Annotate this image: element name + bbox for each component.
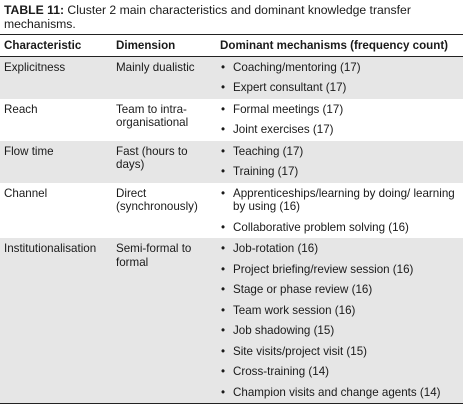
mechanism-list-item [220, 145, 463, 159]
bullet-icon: • [221, 262, 226, 276]
caption-label: TABLE 11: [4, 3, 65, 17]
cell-dimension: Fast (hours to days) [112, 141, 216, 183]
bullet-icon: • [221, 324, 226, 337]
cell-characteristic: Explicitness [0, 56, 112, 99]
bullet-icon: • [221, 144, 226, 158]
mechanism-list-item [220, 242, 463, 256]
table-row [0, 99, 463, 141]
mechanism-list-item [220, 386, 463, 400]
mechanism-text: Stage or phase review (16) [233, 283, 373, 296]
cell-dimension: Mainly dualistic [112, 56, 216, 99]
table-caption [4, 3, 459, 31]
mechanism-list-item [220, 263, 463, 277]
mechanism-text: Training (17) [233, 165, 299, 178]
bullet-icon: • [221, 365, 226, 378]
mechanism-list-item [220, 165, 463, 179]
header-mechanisms: Dominant mechanisms (frequency count) [216, 35, 463, 57]
mechanism-text: Coaching/mentoring (17) [233, 60, 361, 74]
mechanism-text: Team work session (16) [233, 303, 356, 317]
cell-dimension: Team to intra-organisational [116, 102, 189, 129]
cell-mechanisms [216, 238, 463, 404]
mechanism-list-item [220, 304, 463, 318]
bullet-icon: • [221, 344, 226, 358]
mechanism-list-item [220, 81, 463, 95]
mechanism-list [220, 187, 463, 235]
mechanism-text: Cross-training (14) [233, 365, 329, 378]
bullet-icon: • [221, 165, 226, 178]
mechanism-list-item [220, 324, 463, 338]
bullet-icon: • [221, 385, 226, 399]
cell-dimension: Direct (synchronously) [116, 186, 198, 213]
mechanism-text: Champion visits and change agents (14) [233, 385, 441, 399]
characteristics-table [0, 34, 463, 404]
mechanism-list [220, 145, 463, 179]
mechanism-text: Expert consultant (17) [233, 81, 347, 94]
cell-mechanisms [216, 141, 463, 183]
bullet-icon: • [221, 186, 226, 200]
cell-dimension: Semi-formal to formal [112, 238, 216, 404]
mechanism-text: Collaborative problem solving (16) [233, 220, 409, 234]
mechanism-list-item [220, 365, 463, 379]
table-row [0, 183, 463, 239]
caption-text: Cluster 2 main characteristics and dominant knowledge transfer mechanisms. [4, 3, 411, 31]
mechanism-text: Joint exercises (17) [233, 123, 334, 136]
cell-mechanisms [216, 183, 463, 239]
bullet-icon: • [221, 81, 226, 94]
mechanism-list [220, 61, 463, 95]
mechanism-list [220, 242, 463, 399]
cell-characteristic: Channel [4, 186, 48, 200]
cell-mechanisms [216, 56, 463, 99]
mechanism-list-item [220, 187, 463, 214]
mechanism-text: Formal meetings (17) [233, 102, 344, 116]
cell-characteristic: Flow time [0, 141, 112, 183]
cell-characteristic: Institutionalisation [0, 238, 112, 404]
mechanism-list-item [220, 103, 463, 117]
cell-characteristic: Reach [4, 102, 38, 116]
mechanism-text: Job shadowing (15) [233, 324, 335, 337]
bullet-icon: • [221, 242, 226, 255]
cell-mechanisms [216, 99, 463, 141]
header-dimension: Dimension [112, 35, 216, 57]
mechanism-list-item [220, 283, 463, 297]
bullet-icon: • [221, 303, 226, 317]
table-header-row [0, 35, 463, 57]
bullet-icon: • [221, 220, 226, 234]
mechanism-list-item [220, 61, 463, 75]
header-characteristic: Characteristic [0, 35, 112, 57]
bullet-icon: • [221, 283, 226, 296]
mechanism-text: Project briefing/review session (16) [233, 262, 414, 276]
bullet-icon: • [221, 123, 226, 136]
mechanism-list-item [220, 345, 463, 359]
mechanism-text: Site visits/project visit (15) [233, 344, 368, 358]
table-row [0, 238, 463, 404]
mechanism-text: Job-rotation (16) [233, 242, 319, 255]
mechanism-list-item [220, 221, 463, 235]
mechanism-list-item [220, 123, 463, 137]
table-row [0, 56, 463, 99]
table-body [0, 56, 463, 404]
mechanism-list [220, 103, 463, 137]
table-row [0, 141, 463, 183]
mechanism-text: Teaching (17) [233, 144, 304, 158]
mechanism-text: Apprenticeships/learning by doing/ learning by using (16) [233, 186, 455, 213]
bullet-icon: • [221, 60, 226, 74]
bullet-icon: • [221, 102, 226, 116]
